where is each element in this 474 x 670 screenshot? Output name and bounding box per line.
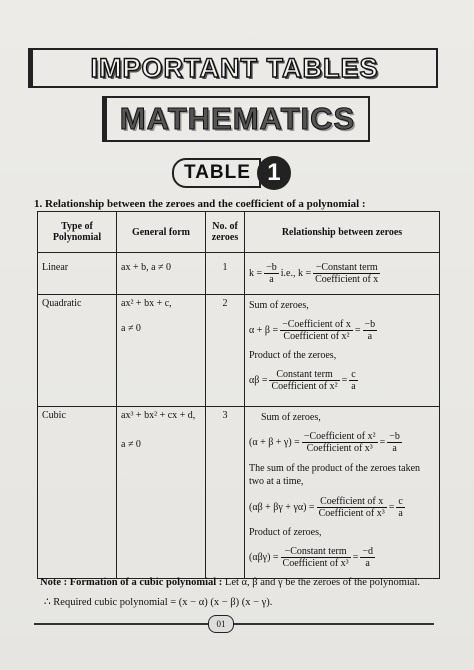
linear-frac1 — [264, 262, 279, 285]
quadratic-sum-r-num: −b — [364, 319, 376, 330]
quadratic-prod-label: Product of the zeroes, — [249, 350, 337, 361]
page-number: 01 — [208, 615, 234, 633]
quadratic-relationship — [245, 295, 440, 407]
linear-prefix: k = — [249, 268, 263, 279]
table-row-cubic — [38, 407, 440, 579]
cubic-pair-num: Coefficient of x — [317, 496, 387, 508]
cubic-sum-r-den: a — [392, 443, 397, 454]
quadratic-prod-num: Constant term — [269, 369, 339, 381]
cubic-relationship — [245, 407, 440, 579]
table-row-quadratic — [38, 295, 440, 407]
cubic-pair-label: The sum of the product of the zeroes taken two at a time, — [249, 463, 421, 487]
linear-relationship — [245, 253, 440, 295]
banner-subject — [102, 96, 370, 142]
cubic-prod-r-den: a — [365, 558, 370, 569]
linear-formula — [249, 262, 435, 285]
note — [40, 577, 420, 588]
table-badge-word: TABLE — [172, 158, 261, 188]
cubic-prod-r-num: −d — [362, 546, 373, 557]
linear-type-text: Linear — [42, 262, 69, 273]
quadratic-sum-result — [363, 319, 378, 342]
linear-zeroes-text: 1 — [222, 262, 228, 273]
cubic-sum-frac — [302, 431, 378, 454]
quadratic-sum-eq: = — [354, 325, 361, 336]
cubic-prod-den: Coefficient of x³ — [282, 558, 349, 569]
cubic-sum-result — [387, 431, 402, 454]
cubic-type — [38, 407, 117, 579]
quadratic-prod-lhs: αβ = — [249, 375, 268, 386]
cubic-prod-result — [360, 546, 375, 569]
cubic-sum-den: Coefficient of x³ — [306, 443, 373, 454]
quadratic-sum-num: −Coefficient of x — [282, 319, 351, 330]
cubic-sum-lhs: (α + β + γ) = — [249, 437, 300, 448]
quadratic-sum-formula — [249, 319, 435, 342]
quadratic-prod-formula — [249, 369, 435, 392]
linear-frac1-den: a — [269, 274, 274, 285]
quadratic-zeroes-text: 2 — [222, 298, 228, 309]
cubic-prod-num: −Constant term — [281, 546, 351, 558]
cubic-form-line1: ax³ + bx² + cx + d, — [121, 410, 196, 421]
table-badge — [172, 158, 291, 188]
quadratic-prod-frac — [269, 369, 339, 392]
col-header-zeroes: No. of zeroes — [206, 212, 245, 253]
quadratic-prod-result — [349, 369, 357, 392]
quadratic-sum-r-den: a — [367, 331, 373, 342]
banner-title-text: IMPORTANT TABLES — [90, 52, 379, 83]
quadratic-sum-frac — [280, 319, 353, 342]
quadratic-prod-eq: = — [341, 375, 348, 386]
footer-rule — [34, 623, 434, 625]
cubic-prod-lhs: (αβγ) = — [249, 552, 279, 563]
linear-mid: i.e., k = — [280, 268, 312, 279]
linear-frac2-num: −Constant term — [313, 262, 380, 274]
banner-subject-text: MATHEMATICS — [119, 101, 356, 136]
col-header-form: General form — [117, 212, 206, 253]
cubic-pair-r-num: c — [398, 496, 403, 507]
quadratic-prod-r-num: c — [351, 369, 356, 380]
section-heading: 1. Relationship between the zeroes and the coefficient of a polynomial : — [34, 198, 366, 210]
quadratic-sum-lhs: α + β = — [249, 325, 279, 336]
linear-type — [38, 253, 117, 295]
cubic-zeroes-text: 3 — [222, 410, 228, 421]
cubic-pair-frac — [317, 496, 387, 519]
linear-frac2-den: Coefficient of x — [315, 274, 379, 285]
cubic-sum-eq: = — [379, 437, 386, 448]
table-header-row — [38, 212, 440, 253]
linear-frac2 — [313, 262, 380, 285]
cubic-prod-eq: = — [352, 552, 359, 563]
cubic-type-text: Cubic — [42, 410, 66, 421]
quadratic-prod-r-den: a — [351, 381, 356, 392]
zeroes-table — [37, 211, 440, 579]
note-bold: Note : Formation of a cubic polynomial : — [40, 577, 223, 588]
cubic-form-line2: a ≠ 0 — [121, 439, 141, 450]
quadratic-type-text: Quadratic — [42, 298, 82, 309]
quadratic-sum-den: Coefficient of x² — [283, 331, 350, 342]
cubic-prod-formula — [249, 546, 435, 569]
quadratic-form-line1: ax² + bx + c, — [121, 298, 172, 309]
cubic-pair-lhs: (αβ + βγ + γα) = — [249, 502, 315, 513]
cubic-prod-frac — [281, 546, 351, 569]
banner-title — [28, 48, 438, 88]
linear-zeroes — [206, 253, 245, 295]
cubic-pair-den: Coefficient of x³ — [318, 508, 385, 519]
cubic-form — [117, 407, 206, 579]
col-header-relationship: Relationship between zeroes — [245, 212, 440, 253]
quadratic-prod-den: Coefficient of x² — [271, 381, 338, 392]
linear-frac1-num: −b — [266, 262, 277, 273]
cubic-prod-label: Product of zeroes, — [249, 527, 322, 538]
cubic-pair-r-den: a — [398, 508, 403, 519]
linear-form — [117, 253, 206, 295]
cubic-sum-label: Sum of zeroes, — [261, 412, 321, 423]
quadratic-sum-label: Sum of zeroes, — [249, 300, 309, 311]
col-header-type: Type of Polynomial — [38, 212, 117, 253]
cubic-sum-num: −Coefficient of x² — [303, 431, 376, 442]
cubic-sum-formula — [249, 431, 435, 454]
table-badge-number: 1 — [257, 156, 291, 190]
note-line2: ∴ Required cubic polynomial = (x − α) (x − β) (x − γ). — [44, 597, 273, 608]
quadratic-type — [38, 295, 117, 407]
cubic-pair-result — [396, 496, 404, 519]
linear-form-text: ax + b, a ≠ 0 — [121, 262, 172, 273]
cubic-pair-eq: = — [388, 502, 395, 513]
cubic-sum-r-num: −b — [389, 431, 400, 442]
cubic-zeroes — [206, 407, 245, 579]
table-row-linear — [38, 253, 440, 295]
quadratic-zeroes — [206, 295, 245, 407]
quadratic-form — [117, 295, 206, 407]
quadratic-form-line2: a ≠ 0 — [121, 323, 141, 334]
cubic-pair-formula — [249, 496, 435, 519]
note-text: Let α, β and γ be the zeroes of the polynomial. — [222, 577, 420, 588]
